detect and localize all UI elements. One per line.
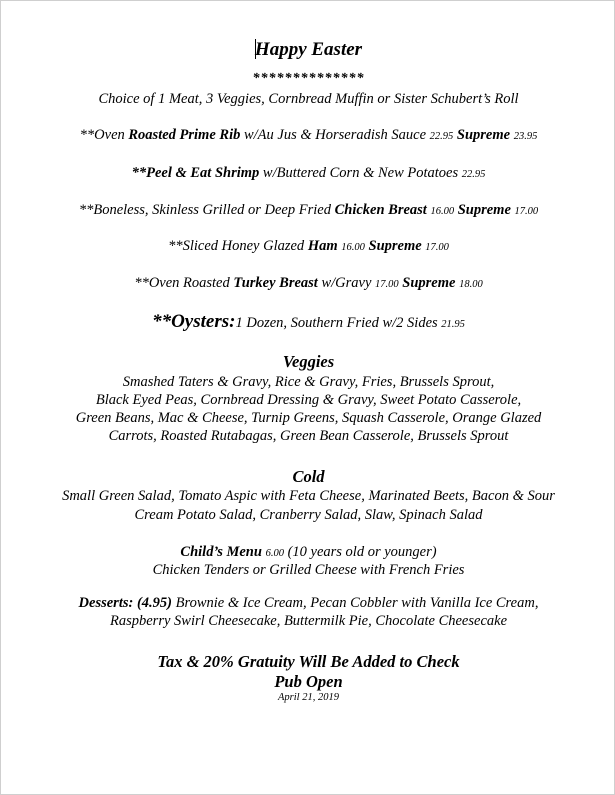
veggies-line: Carrots, Roasted Rutabagas, Green Bean Casserole, Brussels Sprout: [108, 428, 509, 444]
item-oysters: **Oysters:1 Dozen, Southern Fried w/2 Sides 21.95: [152, 311, 465, 332]
intro-text: Choice of 1 Meat, 3 Veggies, Cornbread Muffin or Sister Schubert’s Roll: [98, 91, 519, 107]
veggies-line: Green Beans, Mac & Cheese, Turnip Greens, Squash Casserole, Orange Glazed: [75, 410, 542, 426]
veggies-line: Smashed Taters & Gravy, Rice & Gravy, Fries, Brussels Sprout,: [122, 374, 495, 390]
veggies-line: Black Eyed Peas, Cornbread Dressing & Gravy, Sweet Potato Casserole,: [95, 392, 522, 408]
item-prime-rib: **Oven Roasted Prime Rib w/Au Jus & Horseradish Sauce 22.95 Supreme 23.95: [79, 127, 538, 143]
cold-line: Small Green Salad, Tomato Aspic with Feta Cheese, Marinated Beets, Bacon & Sour: [62, 488, 555, 504]
menu-title: Happy Easter: [254, 39, 363, 60]
desserts-line: Desserts: (4.95) Brownie & Ice Cream, Pecan Cobbler with Vanilla Ice Cream,: [78, 595, 539, 611]
cold-line: Cream Potato Salad, Cranberry Salad, Slaw, Spinach Salad: [134, 507, 483, 523]
menu-date: April 21, 2019: [278, 692, 339, 703]
cold-heading: Cold: [292, 467, 325, 486]
tax-notice: Tax & 20% Gratuity Will Be Added to Check: [157, 652, 460, 671]
childs-menu: Child’s Menu 6.00 (10 years old or younger): [180, 544, 437, 560]
item-turkey-breast: **Oven Roasted Turkey Breast w/Gravy 17.00 Supreme 18.00: [134, 275, 483, 291]
desserts-line: Raspberry Swirl Cheesecake, Buttermilk Pie, Chocolate Cheesecake: [109, 613, 507, 629]
star-divider: **************: [252, 71, 365, 86]
pub-open: Pub Open: [274, 672, 343, 691]
item-ham: **Sliced Honey Glazed Ham 16.00 Supreme 17.00: [168, 238, 449, 254]
item-chicken-breast: **Boneless, Skinless Grilled or Deep Fried Chicken Breast 16.00 Supreme 17.00: [78, 202, 539, 218]
item-shrimp: **Peel & Eat Shrimp w/Buttered Corn & New Potatoes 22.95: [131, 165, 486, 181]
childs-menu-items: Chicken Tenders or Grilled Cheese with French Fries: [152, 562, 465, 578]
veggies-heading: Veggies: [282, 352, 335, 371]
